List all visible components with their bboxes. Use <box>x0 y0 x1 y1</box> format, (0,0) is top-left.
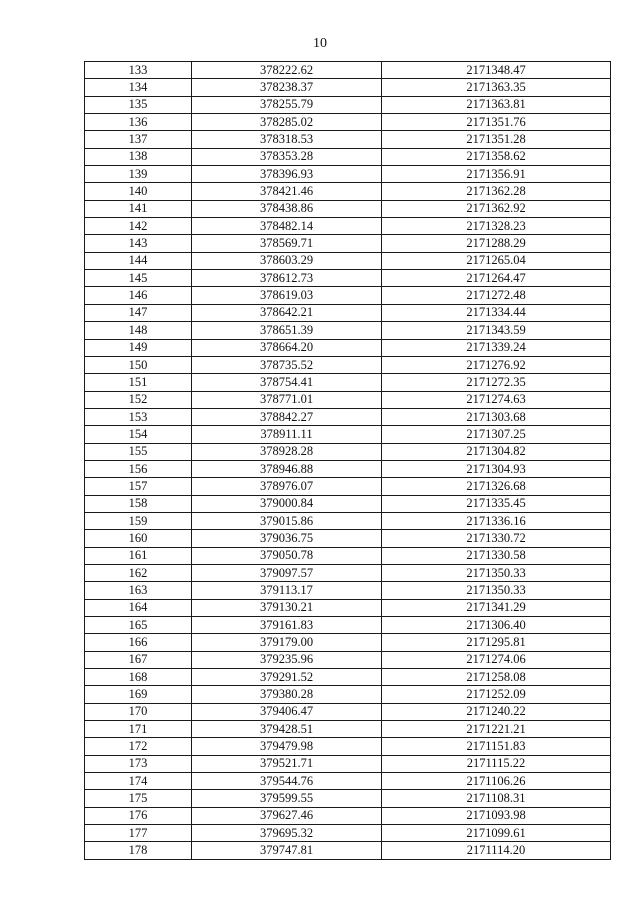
x-coordinate-cell: 378353.28 <box>192 148 382 165</box>
table-row <box>85 148 611 165</box>
y-coordinate-cell: 2171114.20 <box>382 842 611 859</box>
y-coordinate-cell: 2171108.31 <box>382 790 611 807</box>
y-coordinate-cell: 2171348.47 <box>382 62 611 79</box>
x-coordinate-cell: 379479.98 <box>192 738 382 755</box>
x-coordinate-cell: 379291.52 <box>192 669 382 686</box>
table-row <box>85 443 611 460</box>
x-coordinate-cell: 379179.00 <box>192 634 382 651</box>
table-row <box>85 651 611 668</box>
point-number-cell: 150 <box>85 356 192 373</box>
y-coordinate-cell: 2171272.35 <box>382 374 611 391</box>
y-coordinate-cell: 2171358.62 <box>382 148 611 165</box>
point-number-cell: 168 <box>85 669 192 686</box>
table-row <box>85 807 611 824</box>
y-coordinate-cell: 2171240.22 <box>382 703 611 720</box>
table-row <box>85 773 611 790</box>
y-coordinate-cell: 2171151.83 <box>382 738 611 755</box>
y-coordinate-cell: 2171351.76 <box>382 114 611 131</box>
x-coordinate-cell: 379130.21 <box>192 599 382 616</box>
y-coordinate-cell: 2171276.92 <box>382 356 611 373</box>
x-coordinate-cell: 379097.57 <box>192 564 382 581</box>
x-coordinate-cell: 379695.32 <box>192 825 382 842</box>
point-number-cell: 151 <box>85 374 192 391</box>
point-number-cell: 160 <box>85 530 192 547</box>
y-coordinate-cell: 2171258.08 <box>382 669 611 686</box>
point-number-cell: 170 <box>85 703 192 720</box>
y-coordinate-cell: 2171265.04 <box>382 252 611 269</box>
y-coordinate-cell: 2171363.35 <box>382 79 611 96</box>
point-number-cell: 149 <box>85 339 192 356</box>
point-number-cell: 174 <box>85 773 192 790</box>
point-number-cell: 176 <box>85 807 192 824</box>
point-number-cell: 161 <box>85 547 192 564</box>
point-number-cell: 163 <box>85 582 192 599</box>
table-row <box>85 634 611 651</box>
y-coordinate-cell: 2171115.22 <box>382 755 611 772</box>
y-coordinate-cell: 2171356.91 <box>382 166 611 183</box>
coordinates-table-body <box>85 62 611 860</box>
y-coordinate-cell: 2171099.61 <box>382 825 611 842</box>
point-number-cell: 167 <box>85 651 192 668</box>
point-number-cell: 155 <box>85 443 192 460</box>
point-number-cell: 139 <box>85 166 192 183</box>
x-coordinate-cell: 378642.21 <box>192 304 382 321</box>
table-row <box>85 825 611 842</box>
y-coordinate-cell: 2171362.92 <box>382 200 611 217</box>
y-coordinate-cell: 2171304.82 <box>382 443 611 460</box>
x-coordinate-cell: 378318.53 <box>192 131 382 148</box>
table-row <box>85 200 611 217</box>
page-number: 10 <box>313 36 327 51</box>
point-number-cell: 156 <box>85 460 192 477</box>
table-row <box>85 374 611 391</box>
y-coordinate-cell: 2171106.26 <box>382 773 611 790</box>
x-coordinate-cell: 379406.47 <box>192 703 382 720</box>
x-coordinate-cell: 379050.78 <box>192 547 382 564</box>
y-coordinate-cell: 2171330.72 <box>382 530 611 547</box>
y-coordinate-cell: 2171304.93 <box>382 460 611 477</box>
coordinates-table <box>84 61 611 860</box>
y-coordinate-cell: 2171252.09 <box>382 686 611 703</box>
x-coordinate-cell: 378421.46 <box>192 183 382 200</box>
x-coordinate-cell: 378603.29 <box>192 252 382 269</box>
point-number-cell: 142 <box>85 218 192 235</box>
y-coordinate-cell: 2171343.59 <box>382 322 611 339</box>
y-coordinate-cell: 2171274.63 <box>382 391 611 408</box>
table-row <box>85 408 611 425</box>
table-row <box>85 495 611 512</box>
point-number-cell: 175 <box>85 790 192 807</box>
x-coordinate-cell: 378238.37 <box>192 79 382 96</box>
point-number-cell: 178 <box>85 842 192 859</box>
table-row <box>85 547 611 564</box>
table-row <box>85 599 611 616</box>
table-row <box>85 391 611 408</box>
y-coordinate-cell: 2171303.68 <box>382 408 611 425</box>
table-row <box>85 617 611 634</box>
y-coordinate-cell: 2171330.58 <box>382 547 611 564</box>
x-coordinate-cell: 379036.75 <box>192 530 382 547</box>
table-row <box>85 287 611 304</box>
y-coordinate-cell: 2171264.47 <box>382 270 611 287</box>
table-row <box>85 166 611 183</box>
point-number-cell: 177 <box>85 825 192 842</box>
table-row <box>85 322 611 339</box>
table-row <box>85 426 611 443</box>
x-coordinate-cell: 378754.41 <box>192 374 382 391</box>
y-coordinate-cell: 2171288.29 <box>382 235 611 252</box>
x-coordinate-cell: 378438.86 <box>192 200 382 217</box>
x-coordinate-cell: 378771.01 <box>192 391 382 408</box>
table-row <box>85 131 611 148</box>
x-coordinate-cell: 379235.96 <box>192 651 382 668</box>
table-row <box>85 512 611 529</box>
table-row <box>85 842 611 859</box>
point-number-cell: 157 <box>85 478 192 495</box>
y-coordinate-cell: 2171362.28 <box>382 183 611 200</box>
x-coordinate-cell: 378735.52 <box>192 356 382 373</box>
table-row <box>85 686 611 703</box>
table-row <box>85 790 611 807</box>
table-row <box>85 96 611 113</box>
y-coordinate-cell: 2171306.40 <box>382 617 611 634</box>
table-row <box>85 703 611 720</box>
x-coordinate-cell: 378255.79 <box>192 96 382 113</box>
table-row <box>85 339 611 356</box>
y-coordinate-cell: 2171350.33 <box>382 564 611 581</box>
x-coordinate-cell: 378946.88 <box>192 460 382 477</box>
point-number-cell: 140 <box>85 183 192 200</box>
point-number-cell: 136 <box>85 114 192 131</box>
table-row <box>85 235 611 252</box>
point-number-cell: 147 <box>85 304 192 321</box>
x-coordinate-cell: 378619.03 <box>192 287 382 304</box>
table-row <box>85 460 611 477</box>
x-coordinate-cell: 378612.73 <box>192 270 382 287</box>
point-number-cell: 171 <box>85 721 192 738</box>
table-row <box>85 582 611 599</box>
table-row <box>85 738 611 755</box>
table-row <box>85 721 611 738</box>
y-coordinate-cell: 2171295.81 <box>382 634 611 651</box>
y-coordinate-cell: 2171272.48 <box>382 287 611 304</box>
y-coordinate-cell: 2171351.28 <box>382 131 611 148</box>
point-number-cell: 159 <box>85 512 192 529</box>
x-coordinate-cell: 378664.20 <box>192 339 382 356</box>
point-number-cell: 165 <box>85 617 192 634</box>
x-coordinate-cell: 378976.07 <box>192 478 382 495</box>
point-number-cell: 152 <box>85 391 192 408</box>
x-coordinate-cell: 378842.27 <box>192 408 382 425</box>
x-coordinate-cell: 378651.39 <box>192 322 382 339</box>
point-number-cell: 164 <box>85 599 192 616</box>
point-number-cell: 137 <box>85 131 192 148</box>
y-coordinate-cell: 2171274.06 <box>382 651 611 668</box>
table-row <box>85 669 611 686</box>
y-coordinate-cell: 2171334.44 <box>382 304 611 321</box>
x-coordinate-cell: 378396.93 <box>192 166 382 183</box>
y-coordinate-cell: 2171328.23 <box>382 218 611 235</box>
x-coordinate-cell: 378569.71 <box>192 235 382 252</box>
point-number-cell: 146 <box>85 287 192 304</box>
y-coordinate-cell: 2171339.24 <box>382 339 611 356</box>
table-row <box>85 252 611 269</box>
y-coordinate-cell: 2171336.16 <box>382 512 611 529</box>
point-number-cell: 143 <box>85 235 192 252</box>
table-row <box>85 79 611 96</box>
y-coordinate-cell: 2171093.98 <box>382 807 611 824</box>
x-coordinate-cell: 378911.11 <box>192 426 382 443</box>
x-coordinate-cell: 379428.51 <box>192 721 382 738</box>
table-row <box>85 356 611 373</box>
x-coordinate-cell: 378482.14 <box>192 218 382 235</box>
point-number-cell: 166 <box>85 634 192 651</box>
point-number-cell: 135 <box>85 96 192 113</box>
point-number-cell: 141 <box>85 200 192 217</box>
y-coordinate-cell: 2171350.33 <box>382 582 611 599</box>
point-number-cell: 173 <box>85 755 192 772</box>
point-number-cell: 133 <box>85 62 192 79</box>
point-number-cell: 154 <box>85 426 192 443</box>
table-row <box>85 183 611 200</box>
point-number-cell: 145 <box>85 270 192 287</box>
point-number-cell: 148 <box>85 322 192 339</box>
point-number-cell: 144 <box>85 252 192 269</box>
x-coordinate-cell: 379015.86 <box>192 512 382 529</box>
y-coordinate-cell: 2171326.68 <box>382 478 611 495</box>
point-number-cell: 153 <box>85 408 192 425</box>
x-coordinate-cell: 378928.28 <box>192 443 382 460</box>
y-coordinate-cell: 2171335.45 <box>382 495 611 512</box>
x-coordinate-cell: 379521.71 <box>192 755 382 772</box>
table-row <box>85 62 611 79</box>
table-row <box>85 304 611 321</box>
point-number-cell: 172 <box>85 738 192 755</box>
point-number-cell: 169 <box>85 686 192 703</box>
x-coordinate-cell: 378285.02 <box>192 114 382 131</box>
x-coordinate-cell: 379627.46 <box>192 807 382 824</box>
table-row <box>85 270 611 287</box>
x-coordinate-cell: 379000.84 <box>192 495 382 512</box>
point-number-cell: 134 <box>85 79 192 96</box>
table-row <box>85 530 611 547</box>
x-coordinate-cell: 379380.28 <box>192 686 382 703</box>
point-number-cell: 162 <box>85 564 192 581</box>
y-coordinate-cell: 2171221.21 <box>382 721 611 738</box>
table-row <box>85 218 611 235</box>
x-coordinate-cell: 378222.62 <box>192 62 382 79</box>
y-coordinate-cell: 2171363.81 <box>382 96 611 113</box>
table-row <box>85 564 611 581</box>
table-row <box>85 114 611 131</box>
x-coordinate-cell: 379544.76 <box>192 773 382 790</box>
x-coordinate-cell: 379747.81 <box>192 842 382 859</box>
point-number-cell: 158 <box>85 495 192 512</box>
table-row <box>85 478 611 495</box>
y-coordinate-cell: 2171307.25 <box>382 426 611 443</box>
x-coordinate-cell: 379113.17 <box>192 582 382 599</box>
point-number-cell: 138 <box>85 148 192 165</box>
table-row <box>85 755 611 772</box>
x-coordinate-cell: 379599.55 <box>192 790 382 807</box>
x-coordinate-cell: 379161.83 <box>192 617 382 634</box>
y-coordinate-cell: 2171341.29 <box>382 599 611 616</box>
